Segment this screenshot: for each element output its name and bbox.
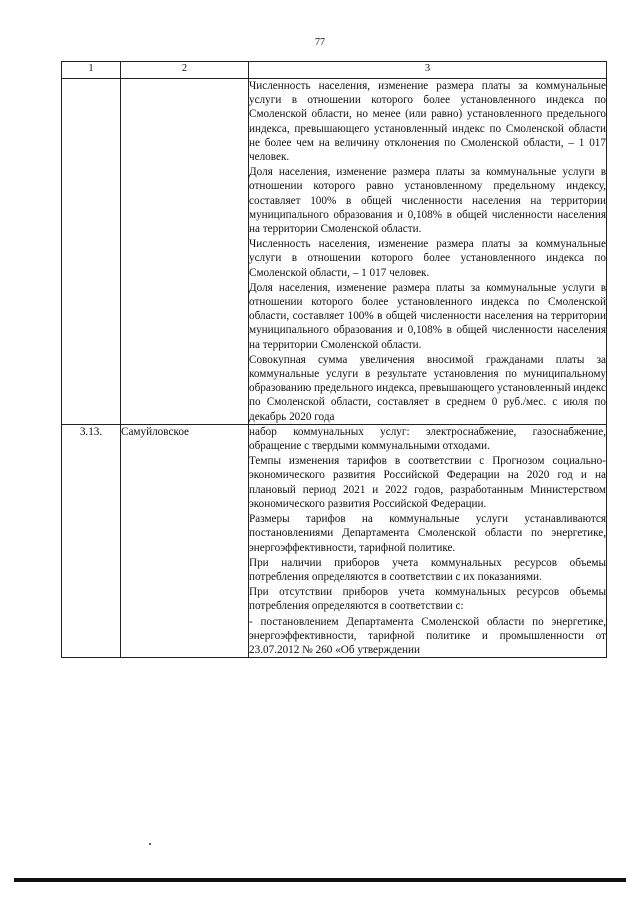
page-number: 77 <box>315 37 325 48</box>
municipality-name-cell <box>121 79 249 425</box>
row-number-cell: 3.13. <box>62 424 121 657</box>
paragraph: При отсутствии приборов учета коммунальных ресурсов объемы потребления определяются в соответствии с: <box>249 586 606 613</box>
column-header: 2 <box>121 62 249 79</box>
table-row-continuation <box>62 79 607 425</box>
table-row-3-13 <box>62 424 607 657</box>
paragraph: Численность населения, изменение размера платы за коммунальные услуги в отношении которого более установленного индекса по Смоленской области, но менее (или равно) установленного предельного индекса, превышающего установленный индекс по Смоленской области не более чем на величину отклонения по Смоленской области, – 1 017 человек. <box>249 80 606 164</box>
column-header: 1 <box>62 62 121 79</box>
municipality-name-cell: Самуйловское <box>121 424 249 657</box>
paragraph: При наличии приборов учета коммунальных ресурсов объемы потребления определяются в соответствии с их показаниями. <box>249 556 606 583</box>
paragraph: Темпы изменения тарифов в соответствии с Прогнозом социально-экономического развития Российской Федерации на 2020 год и на плановый период 2021 и 2022 годов, разработанным Министерством экономического развития Российской Федерации. <box>249 455 606 510</box>
document-table <box>61 61 607 658</box>
scan-dot <box>149 843 151 845</box>
paragraph: - постановлением Департамента Смоленской области по энергетике, энергоэффективности, тарифной политике и промышленности от 23.07.2012 № 260 «Об утверждении <box>249 615 606 656</box>
bottom-rule <box>14 878 626 882</box>
table-header-row <box>62 62 607 79</box>
paragraph: Размеры тарифов на коммунальные услуги устанавливаются постановлениями Департамента Смоленской области по энергетике, энергоэффективности, тарифной политике. <box>249 513 606 554</box>
row-number-cell <box>62 79 121 425</box>
description-cell <box>249 79 607 425</box>
column-header: 3 <box>249 62 607 79</box>
paragraph: набор коммунальных услуг: электроснабжение, газоснабжение, обращение с твердыми коммунальными отходами. <box>249 425 606 453</box>
paragraph: Доля населения, изменение размера платы за коммунальные услуги в отношении которого более установленного индекса по Смоленской области, составляет 100% в общей численности населения на территории муниципального образования и 0,108% в общей численности населения на территории Смоленской области. <box>249 281 606 351</box>
paragraph: Совокупная сумма увеличения вносимой гражданами платы за коммунальные услуги в результате установления по муниципальному образованию предельного индекса, превышающего установленный индекс по Смоленской области, составляет в среднем 0 руб./мес. с июля по декабрь 2020 года <box>249 353 606 423</box>
paragraph: Доля населения, изменение размера платы за коммунальные услуги в отношении которого равно установленному предельному индексу, составляет 100% в общей численности населения на территории муниципального образования и 0,108% в общей численности населения на территории Смоленской области. <box>249 166 606 236</box>
paragraph: Численность населения, изменение размера платы за коммунальные услуги в отношении которого более установленного индекса по Смоленской области, – 1 017 человек. <box>249 238 606 279</box>
description-cell <box>249 424 607 657</box>
